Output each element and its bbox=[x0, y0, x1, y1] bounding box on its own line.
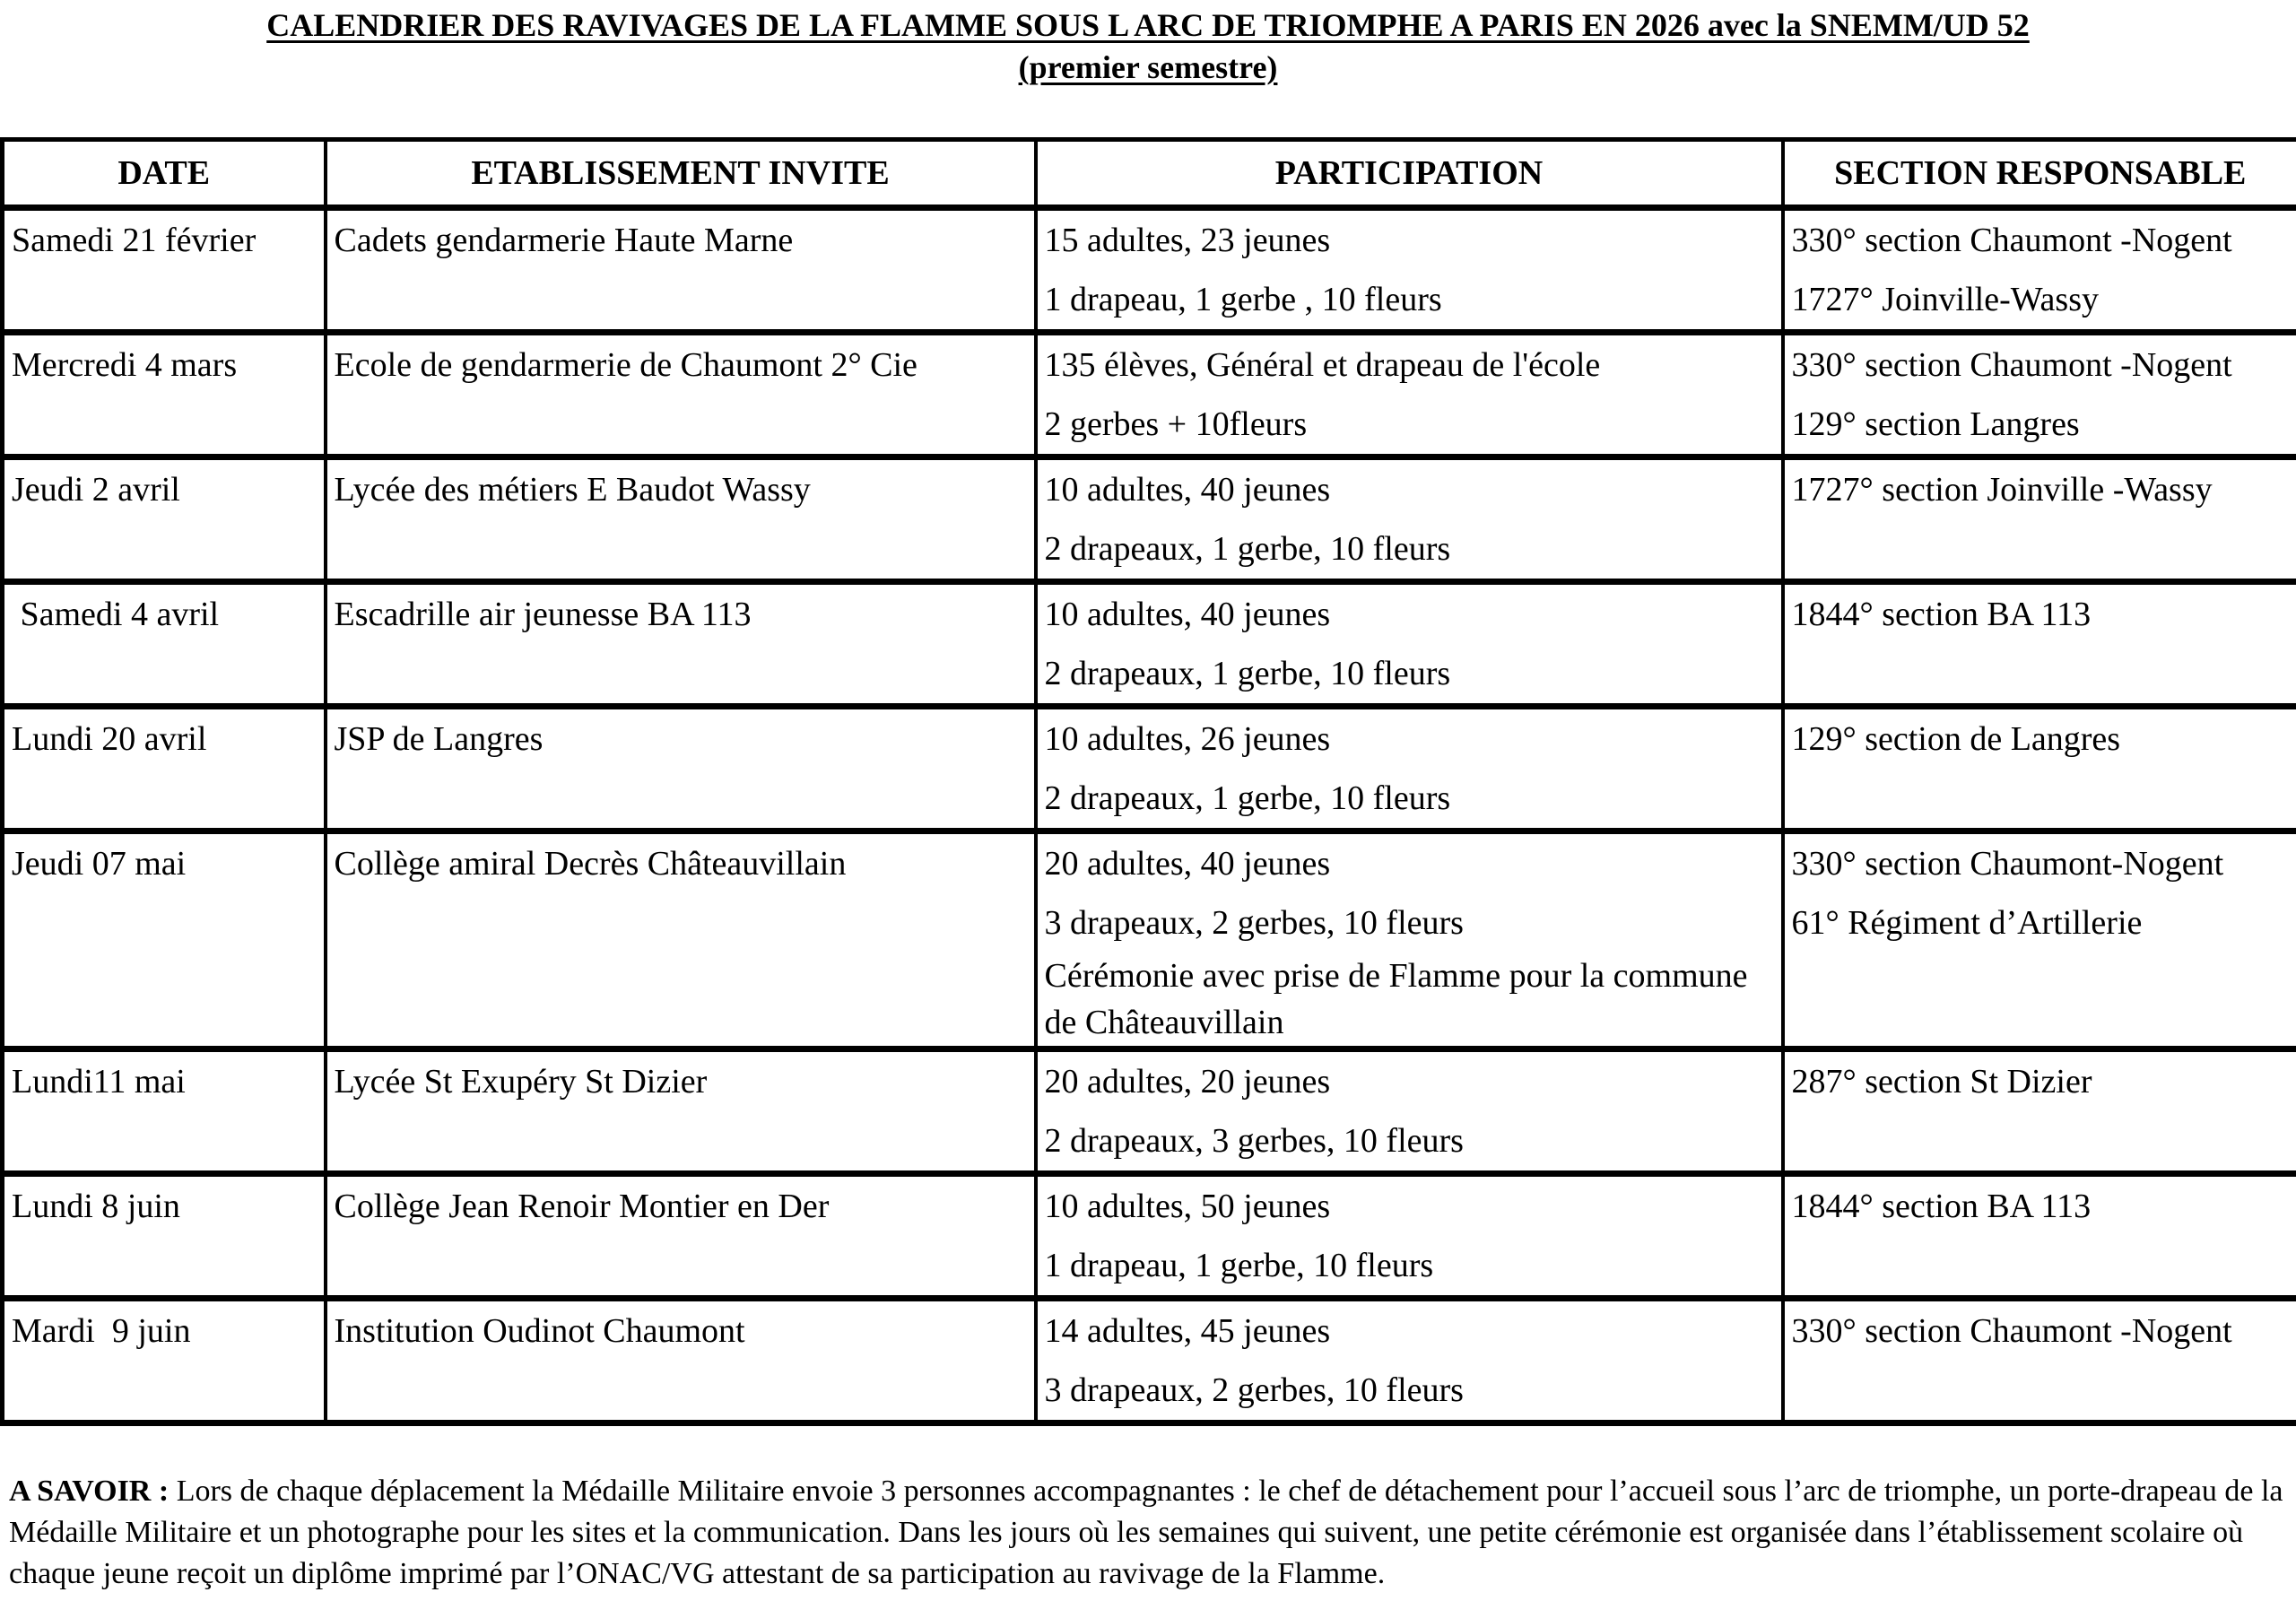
table-row bbox=[3, 831, 2296, 1049]
section-line: 1727° Joinville-Wassy bbox=[1791, 281, 2100, 318]
table-row bbox=[3, 707, 2296, 831]
participation-line: 20 adultes, 20 jeunes bbox=[1044, 1063, 1331, 1101]
participation-line: 135 élèves, Général et drapeau de l'école bbox=[1044, 346, 1601, 384]
participation-line: 10 adultes, 50 jeunes bbox=[1044, 1188, 1331, 1225]
cell-date: Lundi 20 avril bbox=[3, 707, 326, 831]
participation-line: 10 adultes, 26 jeunes bbox=[1044, 720, 1331, 758]
header-participation: PARTICIPATION bbox=[1036, 140, 1783, 208]
cell-section bbox=[1783, 1174, 2296, 1299]
participation-line: 3 drapeaux, 2 gerbes, 10 fleurs bbox=[1044, 1371, 1464, 1409]
cell-participation bbox=[1036, 1299, 1783, 1423]
cell-participation bbox=[1036, 1174, 1783, 1299]
section-line: 1844° section BA 113 bbox=[1791, 1188, 2092, 1225]
section-line: 129° section de Langres bbox=[1791, 720, 2121, 758]
footer-text: Lors de chaque déplacement la Médaille Militaire envoie 3 personnes accompagnantes : le chef de détachement pour l’accueil sous l’arc de triomphe, un porte-drapeau de la Médaille Militaire et un photographe pour les sites et la communication. Dans les jours où les semaines qui suivent, une petite cérémonie est organisée dans l’établissement scolaire où chaque jeune reçoit un diplôme imprimé par l’ONAC/VG attestant de sa participation au ravivage de la Flamme. bbox=[9, 1475, 2283, 1590]
section-line: 287° section St Dizier bbox=[1791, 1063, 2092, 1101]
table-row bbox=[3, 333, 2296, 457]
cell-date: Samedi 4 avril bbox=[3, 582, 326, 707]
participation-line: 10 adultes, 40 jeunes bbox=[1044, 596, 1331, 633]
participation-line: 20 adultes, 40 jeunes bbox=[1044, 845, 1331, 883]
cell-section bbox=[1783, 333, 2296, 457]
cell-etablissement: Cadets gendarmerie Haute Marne bbox=[326, 208, 1036, 333]
participation-line: 2 drapeaux, 1 gerbe, 10 fleurs bbox=[1044, 779, 1451, 817]
section-line: 129° section Langres bbox=[1791, 405, 2080, 443]
cell-section bbox=[1783, 208, 2296, 333]
cell-section bbox=[1783, 457, 2296, 582]
section-line: 330° section Chaumont -Nogent bbox=[1791, 1312, 2232, 1350]
participation-line: 2 drapeaux, 1 gerbe, 10 fleurs bbox=[1044, 530, 1451, 568]
participation-line: 2 drapeaux, 1 gerbe, 10 fleurs bbox=[1044, 655, 1451, 692]
section-line: 330° section Chaumont-Nogent bbox=[1791, 845, 2224, 883]
header-section: SECTION RESPONSABLE bbox=[1783, 140, 2296, 208]
cell-etablissement: Ecole de gendarmerie de Chaumont 2° Cie bbox=[326, 333, 1036, 457]
participation-line: Cérémonie avec prise de Flamme pour la commune de Châteauvillain bbox=[1044, 957, 1748, 1041]
participation-line: 1 drapeau, 1 gerbe, 10 fleurs bbox=[1044, 1247, 1434, 1284]
cell-date: Jeudi 2 avril bbox=[3, 457, 326, 582]
header-date: DATE bbox=[3, 140, 326, 208]
cell-etablissement: Collège amiral Decrès Châteauvillain bbox=[326, 831, 1036, 1049]
participation-line: 14 adultes, 45 jeunes bbox=[1044, 1312, 1331, 1350]
cell-participation bbox=[1036, 831, 1783, 1049]
cell-section bbox=[1783, 707, 2296, 831]
document-title bbox=[0, 5, 2296, 45]
table-row bbox=[3, 1049, 2296, 1174]
participation-line: 15 adultes, 23 jeunes bbox=[1044, 222, 1331, 259]
participation-line: 2 drapeaux, 3 gerbes, 10 fleurs bbox=[1044, 1122, 1464, 1160]
cell-date: Jeudi 07 mai bbox=[3, 831, 326, 1049]
cell-date: Lundi11 mai bbox=[3, 1049, 326, 1174]
participation-line: 2 gerbes + 10fleurs bbox=[1044, 405, 1308, 443]
cell-section bbox=[1783, 1049, 2296, 1174]
cell-etablissement: Escadrille air jeunesse BA 113 bbox=[326, 582, 1036, 707]
title-line-2: (premier semestre) bbox=[1018, 49, 1278, 85]
cell-participation bbox=[1036, 208, 1783, 333]
cell-etablissement: Lycée St Exupéry St Dizier bbox=[326, 1049, 1036, 1174]
cell-etablissement: Institution Oudinot Chaumont bbox=[326, 1299, 1036, 1423]
section-line: 330° section Chaumont -Nogent bbox=[1791, 346, 2232, 384]
cell-date: Lundi 8 juin bbox=[3, 1174, 326, 1299]
cell-participation bbox=[1036, 707, 1783, 831]
table-header-row bbox=[3, 140, 2296, 208]
footer-label: A SAVOIR : bbox=[9, 1475, 170, 1508]
participation-line: 10 adultes, 40 jeunes bbox=[1044, 471, 1331, 509]
calendar-table bbox=[0, 137, 2296, 1426]
footer-note bbox=[9, 1471, 2292, 1595]
document-subtitle bbox=[0, 48, 2296, 87]
participation-line: 3 drapeaux, 2 gerbes, 10 fleurs bbox=[1044, 904, 1464, 942]
table-row bbox=[3, 1299, 2296, 1423]
table-row bbox=[3, 582, 2296, 707]
table-row bbox=[3, 1174, 2296, 1299]
cell-etablissement: Collège Jean Renoir Montier en Der bbox=[326, 1174, 1036, 1299]
cell-date: Mercredi 4 mars bbox=[3, 333, 326, 457]
participation-line: 1 drapeau, 1 gerbe , 10 fleurs bbox=[1044, 281, 1442, 318]
cell-participation bbox=[1036, 1049, 1783, 1174]
title-line-1: CALENDRIER DES RAVIVAGES DE LA FLAMME SOUS L ARC DE TRIOMPHE A PARIS EN 2026 avec la SNEMM/UD 52 bbox=[266, 7, 2030, 43]
section-line: 1727° section Joinville -Wassy bbox=[1791, 471, 2213, 509]
section-line: 330° section Chaumont -Nogent bbox=[1791, 222, 2232, 259]
section-line: 1844° section BA 113 bbox=[1791, 596, 2092, 633]
section-line: 61° Régiment d’Artillerie bbox=[1791, 904, 2143, 942]
cell-date: Samedi 21 février bbox=[3, 208, 326, 333]
cell-section bbox=[1783, 582, 2296, 707]
cell-date: Mardi 9 juin bbox=[3, 1299, 326, 1423]
header-etablissement: ETABLISSEMENT INVITE bbox=[326, 140, 1036, 208]
table-row bbox=[3, 457, 2296, 582]
cell-participation bbox=[1036, 457, 1783, 582]
cell-section bbox=[1783, 831, 2296, 1049]
cell-section bbox=[1783, 1299, 2296, 1423]
cell-etablissement: JSP de Langres bbox=[326, 707, 1036, 831]
cell-participation bbox=[1036, 582, 1783, 707]
cell-etablissement: Lycée des métiers E Baudot Wassy bbox=[326, 457, 1036, 582]
table-row bbox=[3, 208, 2296, 333]
cell-participation bbox=[1036, 333, 1783, 457]
